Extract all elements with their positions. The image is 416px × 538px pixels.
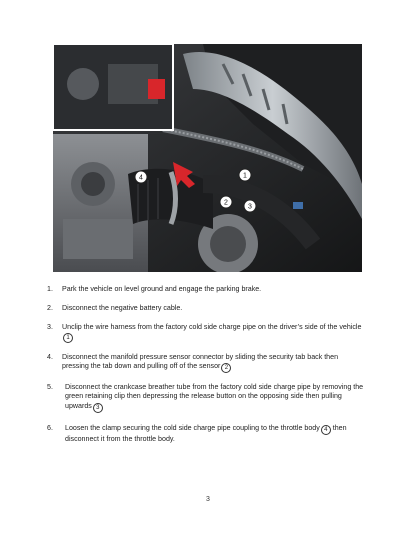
step-text: Disconnect the crankcase breather tube from the factory cold side charge pipe by removing the green retaining clip then depressing the release button on the opposing side then pulling upwards bbox=[65, 383, 364, 410]
step-text: Park the vehicle on level ground and engage the parking brake. bbox=[62, 285, 262, 293]
step-callout-ref: 2 bbox=[221, 363, 231, 373]
step-text: Disconnect the manifold pressure sensor connector by sliding the security tab back then pressing the tab down and pulling off of the sensor bbox=[62, 353, 339, 371]
callout-3 bbox=[244, 200, 256, 212]
step-text-tail: then disconnect it from the throttle body. bbox=[65, 424, 347, 443]
step-number: 2. bbox=[47, 304, 53, 312]
step-callout-ref: 4 bbox=[321, 425, 331, 435]
step-callout-ref: 3 bbox=[93, 403, 103, 413]
svg-text:1: 1 bbox=[243, 172, 247, 180]
callout-2 bbox=[220, 196, 232, 208]
callout-1 bbox=[239, 169, 251, 181]
engine-photo-graphic bbox=[53, 44, 362, 272]
step-text: Loosen the clamp securing the cold side charge pipe coupling to the throttle body bbox=[65, 424, 320, 432]
step-text: Unclip the wire harness from the factory cold side charge pipe on the driver’s side of the vehicle bbox=[62, 323, 362, 331]
step-number: 1. bbox=[47, 285, 53, 293]
step-callout-ref: 1 bbox=[63, 333, 73, 343]
svg-text:4: 4 bbox=[139, 174, 143, 182]
svg-text:2: 2 bbox=[224, 199, 228, 207]
step-number: 4. bbox=[47, 353, 53, 361]
engine-photo bbox=[53, 44, 362, 272]
callout-4 bbox=[135, 171, 147, 183]
step-number: 6. bbox=[47, 424, 53, 432]
inset-red-marker bbox=[148, 79, 165, 99]
step-number: 3. bbox=[47, 323, 53, 331]
step-number: 5. bbox=[47, 383, 53, 391]
svg-text:3: 3 bbox=[248, 203, 252, 211]
step-text: Disconnect the negative battery cable. bbox=[62, 304, 183, 312]
page-number: 3 bbox=[206, 496, 210, 503]
